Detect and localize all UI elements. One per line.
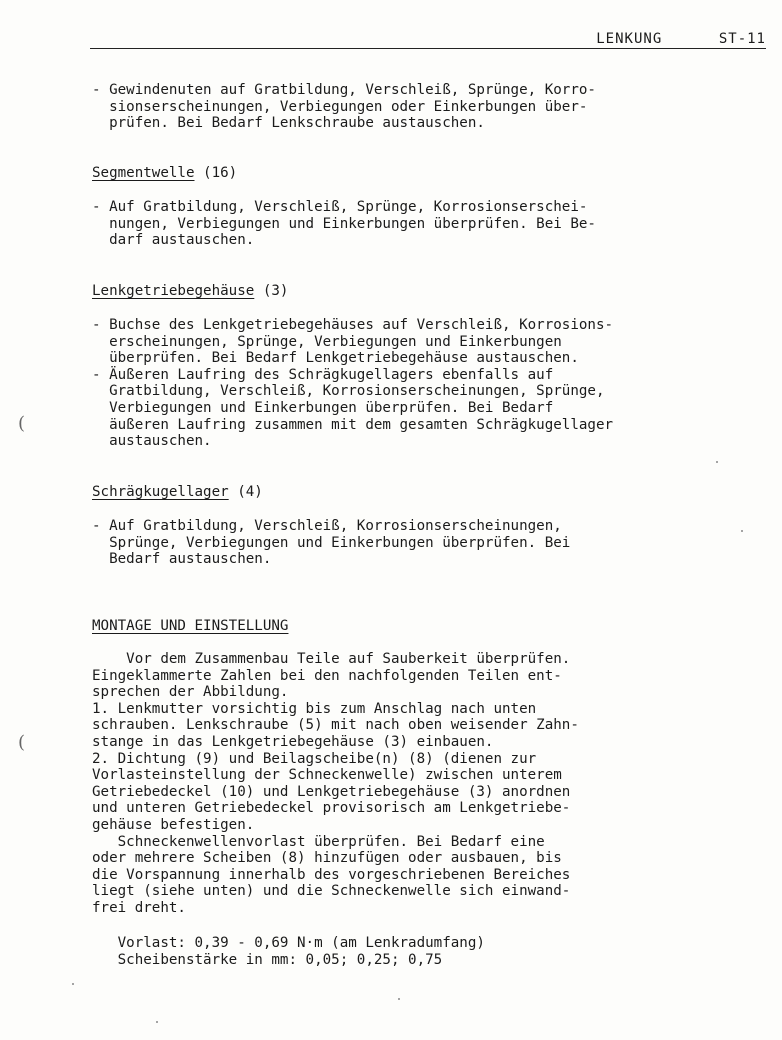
paragraph-lenkgetriebegehaeuse <box>92 317 732 450</box>
text-line: überprüfen. Bei Bedarf Lenkgetriebegehäuse austauschen. <box>92 350 579 367</box>
header-rule <box>90 48 766 49</box>
text-line: prüfen. Bei Bedarf Lenkschraube austauschen. <box>92 115 485 132</box>
text-line: 1. Lenkmutter vorsichtig bis zum Anschlag nach unten <box>92 700 537 717</box>
text-line: oder mehrere Scheiben (8) hinzufügen oder ausbauen, bis <box>92 850 562 867</box>
text-line: darf austauschen. <box>92 232 255 249</box>
section-heading-montage <box>92 618 732 635</box>
section-heading-segmentwelle <box>92 165 732 182</box>
text-line: - Buchse des Lenkgetriebegehäuses auf Verschleiß, Korrosions- <box>92 317 614 333</box>
scan-speck <box>716 461 718 463</box>
text-line: liegt (siehe unten) und die Schneckenwelle sich einwand- <box>92 883 571 900</box>
paragraph-schraegkugellager <box>92 518 732 568</box>
header-section: LENKUNG <box>596 31 663 47</box>
text-line: Eingeklammerte Zahlen bei den nachfolgenden Teilen ent- <box>92 667 562 684</box>
section-heading-schraegkugellager <box>92 484 732 501</box>
header-page-number: ST-11 <box>718 31 766 47</box>
text-line: die Vorspannung innerhalb des vorgeschriebenen Bereiches <box>92 866 571 883</box>
text-line: äußeren Laufring zusammen mit dem gesamten Schrägkugellager <box>92 416 614 433</box>
text-line: stange in das Lenkgetriebegehäuse (3) einbauen. <box>92 733 494 750</box>
text-line: sprechen der Abbildung. <box>92 684 289 701</box>
text-line: Vor dem Zusammenbau Teile auf Sauberkeit überprüfen. <box>92 651 571 667</box>
scan-speck <box>398 998 400 1000</box>
text-line: gehäuse befestigen. <box>92 816 255 833</box>
text-line: - Auf Gratbildung, Verschleiß, Korrosionserscheinungen, <box>92 518 562 534</box>
heading-text: Schrägkugellager <box>92 484 229 500</box>
text-line: Vorlasteinstellung der Schneckenwelle) zwischen unterem <box>92 767 562 784</box>
text-line: frei dreht. <box>92 899 186 916</box>
margin-bracket-mark: ( <box>18 413 26 434</box>
heading-text: Segmentwelle <box>92 165 195 181</box>
margin-bracket-mark: ( <box>18 732 26 753</box>
heading-ref: (16) <box>203 165 238 181</box>
spec-preload: Vorlast: 0,39 - 0,69 N·m (am Lenkradumfang) <box>92 935 485 951</box>
heading-text: MONTAGE UND EINSTELLUNG <box>92 618 289 634</box>
text-line: Getriebedeckel (10) und Lenkgetriebegehäuse (3) anordnen <box>92 783 571 800</box>
text-line: Sprünge, Verbiegungen und Einkerbungen überprüfen. Bei <box>92 534 571 551</box>
text-line: sionserscheinungen, Verbiegungen oder Einkerbungen über- <box>92 98 588 115</box>
text-line: 2. Dichtung (9) und Beilagscheibe(n) (8) (dienen zur <box>92 750 537 767</box>
paragraph-segmentwelle <box>92 199 732 249</box>
running-header <box>596 31 766 48</box>
text-line: - Äußeren Laufring des Schrägkugellagers ebenfalls auf <box>92 366 554 383</box>
text-line: schrauben. Lenkschraube (5) mit nach oben weisender Zahn- <box>92 717 579 734</box>
scan-speck <box>72 983 74 985</box>
section-heading-lenkgetriebegehaeuse <box>92 283 732 300</box>
scan-speck <box>156 1021 158 1023</box>
text-line: nungen, Verbiegungen und Einkerbungen überprüfen. Bei Be- <box>92 215 596 232</box>
specifications <box>92 935 732 968</box>
text-line: und unteren Getriebedeckel provisorisch am Lenkgetriebe- <box>92 800 571 817</box>
heading-ref: (4) <box>237 484 263 500</box>
spec-shim-thickness: Scheibenstärke in mm: 0,05; 0,25; 0,75 <box>92 951 443 968</box>
text-line: Gratbildung, Verschleiß, Korrosionserscheinungen, Sprünge, <box>92 383 605 400</box>
text-line: - Gewindenuten auf Gratbildung, Verschleiß, Sprünge, Korro- <box>92 82 596 98</box>
text-line: Schneckenwellenvorlast überprüfen. Bei Bedarf eine <box>92 833 545 850</box>
text-line: erscheinungen, Sprünge, Verbiegungen und Einkerbungen <box>92 333 562 350</box>
scan-speck <box>741 530 743 532</box>
text-line: austauschen. <box>92 433 212 450</box>
heading-ref: (3) <box>262 283 289 299</box>
text-line: Verbiegungen und Einkerbungen überprüfen. Bei Bedarf <box>92 399 554 416</box>
text-line: Bedarf austauschen. <box>92 551 272 568</box>
paragraph-gewindenuten <box>92 82 732 132</box>
text-line: - Auf Gratbildung, Verschleiß, Sprünge, Korrosionserschei- <box>92 199 588 215</box>
paragraph-montage <box>92 651 732 917</box>
heading-text: Lenkgetriebegehäuse <box>92 283 255 299</box>
